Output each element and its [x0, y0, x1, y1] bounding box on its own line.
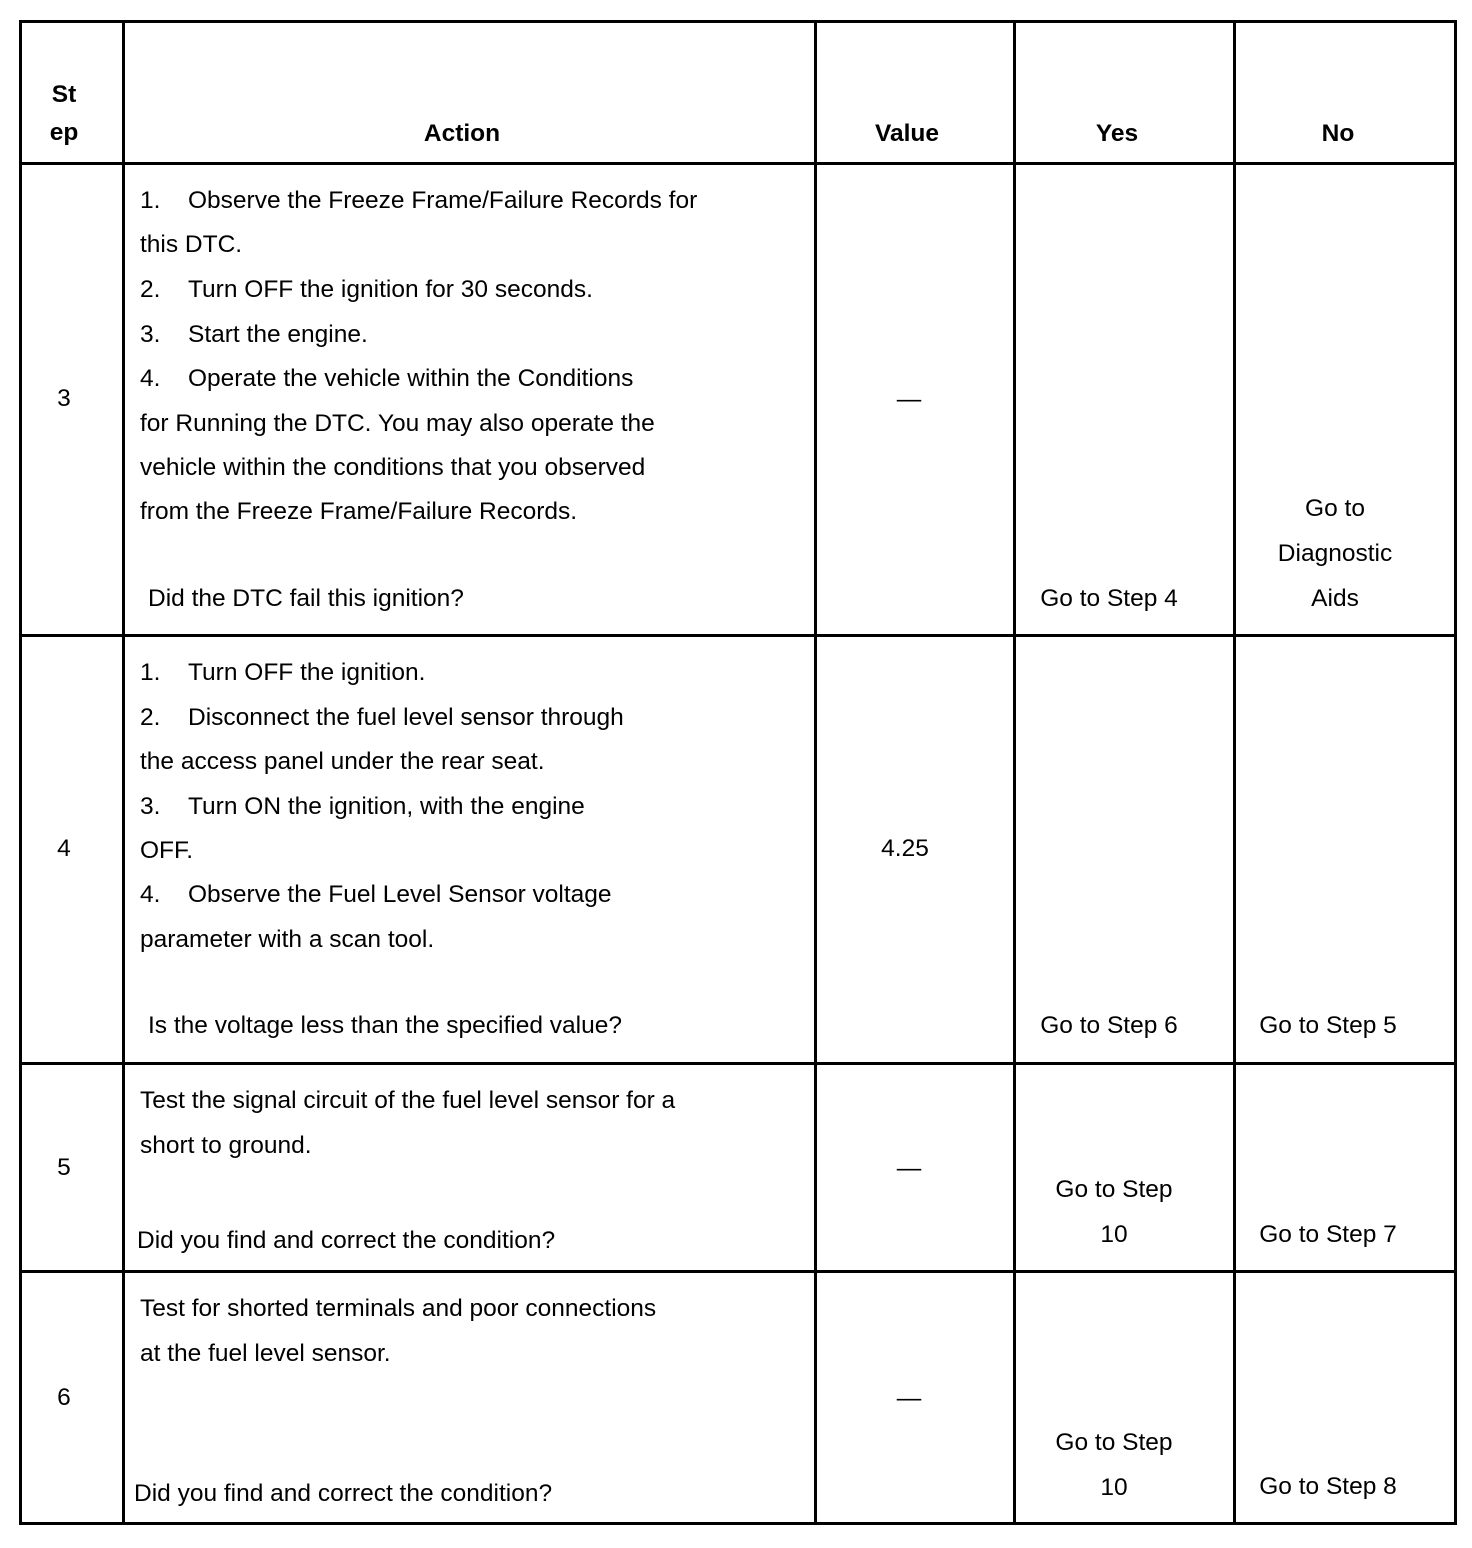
step-number: 6	[57, 1384, 71, 1411]
action-line: this DTC.	[140, 231, 243, 258]
column-divider	[1013, 20, 1016, 1525]
action-line: Test the signal circuit of the fuel level sensor for a	[140, 1087, 676, 1114]
action-line: short to ground.	[140, 1132, 312, 1159]
no-cell: Go to Diagnostic Aids	[1277, 495, 1393, 612]
action-line: OFF.	[140, 837, 194, 864]
value-cell: 4.25	[881, 835, 929, 862]
header-yes: Yes	[1095, 120, 1139, 147]
header-divider	[19, 162, 1457, 165]
action-line: 3. Start the engine.	[140, 321, 368, 348]
no-cell: Go to Step 8	[1259, 1473, 1397, 1500]
action-line: vehicle within the conditions that you observed	[140, 454, 646, 481]
action-line: 4. Operate the vehicle within the Conditions	[140, 365, 634, 392]
action-question: Did you find and correct the condition?	[137, 1227, 556, 1254]
table-border-bottom	[19, 1522, 1457, 1525]
table-border-right	[1454, 20, 1457, 1525]
header-value: Value	[874, 120, 940, 147]
action-line: 2. Turn OFF the ignition for 30 seconds.	[140, 276, 593, 303]
table-border-top	[19, 20, 1457, 23]
column-divider	[814, 20, 817, 1525]
value-cell: —	[896, 1155, 922, 1182]
row-divider	[19, 1270, 1457, 1273]
action-line: 4. Observe the Fuel Level Sensor voltage	[140, 881, 612, 908]
column-divider	[122, 20, 125, 1525]
action-question: Did you find and correct the condition?	[134, 1480, 553, 1507]
value-cell: —	[896, 386, 922, 413]
action-line: 1. Observe the Freeze Frame/Failure Records for	[140, 187, 698, 214]
yes-cell: Go to Step 10	[1055, 1176, 1173, 1248]
action-line: Test for shorted terminals and poor connections	[140, 1295, 657, 1322]
action-line: parameter with a scan tool.	[140, 926, 435, 953]
row-divider	[19, 1062, 1457, 1065]
no-cell: Go to Step 5	[1259, 1012, 1397, 1039]
no-cell: Go to Step 7	[1259, 1221, 1397, 1248]
row-divider	[19, 634, 1457, 637]
action-question: Did the DTC fail this ignition?	[148, 585, 464, 612]
action-line: for Running the DTC. You may also operate the	[140, 410, 655, 437]
header-no: No	[1321, 120, 1355, 147]
header-action: Action	[423, 120, 501, 147]
yes-cell: Go to Step 10	[1055, 1429, 1173, 1501]
action-line: 2. Disconnect the fuel level sensor through	[140, 704, 624, 731]
yes-cell: Go to Step 4	[1040, 585, 1178, 612]
action-line: from the Freeze Frame/Failure Records.	[140, 498, 578, 525]
table-border-left	[19, 20, 22, 1525]
yes-cell: Go to Step 6	[1040, 1012, 1178, 1039]
action-line: the access panel under the rear seat.	[140, 748, 545, 775]
header-step: St ep	[49, 81, 79, 146]
column-divider	[1233, 20, 1236, 1525]
action-question: Is the voltage less than the specified value?	[148, 1012, 622, 1039]
action-line: 3. Turn ON the ignition, with the engine	[140, 793, 585, 820]
step-number: 3	[57, 385, 71, 412]
value-cell: —	[896, 1385, 922, 1412]
step-number: 5	[57, 1154, 71, 1181]
action-line: at the fuel level sensor.	[140, 1340, 391, 1367]
action-line: 1. Turn OFF the ignition.	[140, 659, 426, 686]
step-number: 4	[57, 835, 71, 862]
